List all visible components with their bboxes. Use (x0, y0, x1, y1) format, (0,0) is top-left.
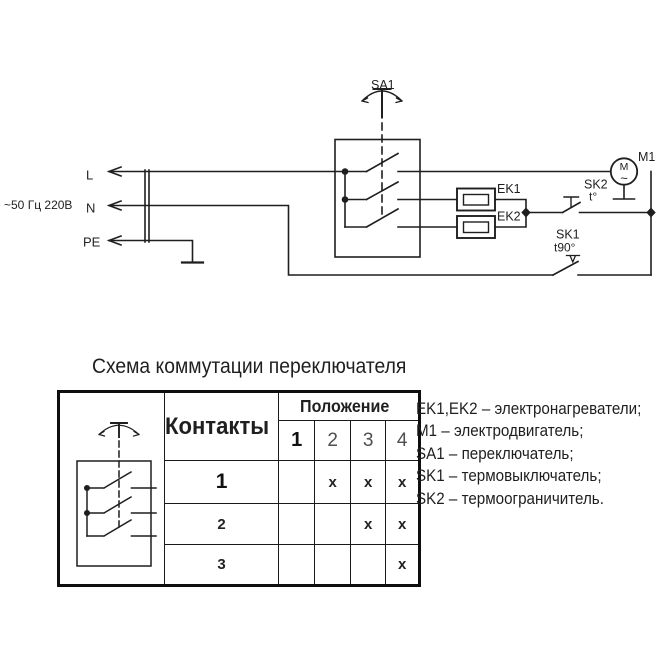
label-n: N (86, 200, 96, 216)
label-ek2: EK2 (497, 209, 521, 224)
label-sk1-temp: t90° (554, 240, 576, 255)
mark-cell (315, 545, 351, 586)
legend-item: SA1 – переключатель; (416, 444, 574, 463)
contact-row-label: 2 (165, 504, 279, 545)
contact-2 (87, 497, 156, 513)
label-sa1: SA1 (371, 78, 395, 92)
legend-item: SK2 – термоограничитель. (416, 489, 604, 508)
junction-dot (343, 169, 348, 174)
section-title: Схема коммутации переключателя (92, 355, 407, 378)
legend-item: M1 – электродвигатель; (416, 422, 584, 441)
position-col-1: 1 (279, 421, 315, 461)
position-col-2: 2 (315, 421, 351, 461)
label-m1: M1 (638, 150, 656, 164)
mark-cell: x (386, 504, 420, 545)
motor-mount (614, 185, 635, 199)
label-l: L (86, 167, 94, 183)
power-label: ~50 Гц 220В (4, 198, 73, 212)
contact-1 (367, 154, 612, 172)
label-pe: PE (83, 234, 101, 250)
mark-cell: x (386, 545, 420, 586)
commutation-table (57, 390, 421, 587)
sk1-thermal-switch (553, 256, 651, 276)
mark-cell: x (351, 504, 386, 545)
mark-cell: x (315, 461, 351, 504)
contact-row-label: 1 (165, 461, 279, 504)
label-ek1: EK1 (497, 182, 521, 196)
label-sk1: SK1 (556, 227, 580, 242)
position-col-4: 4 (386, 421, 420, 461)
mark-cell: x (351, 461, 386, 504)
contact-3 (87, 520, 156, 536)
contact-1 (87, 472, 156, 488)
label-sk2: SK2 (584, 177, 608, 192)
motor-ac-symbol: ~ (620, 170, 628, 186)
switch-symbol-cell (59, 392, 165, 586)
mark-cell (351, 545, 386, 586)
mark-cell (279, 504, 315, 545)
position-header: Положение (279, 392, 420, 421)
sa1-handle (374, 89, 391, 118)
label-sk2-temp: t° (589, 189, 598, 204)
wire-pe (109, 241, 193, 263)
position-col-3: 3 (351, 421, 386, 461)
contact-2 (345, 182, 457, 200)
supply-lines (109, 167, 553, 275)
mark-cell: x (386, 461, 420, 504)
legend (416, 398, 661, 510)
mark-cell (315, 504, 351, 545)
contact-3 (345, 209, 457, 227)
switch-symbol (62, 395, 163, 583)
mark-cell (279, 545, 315, 586)
mark-cell (279, 461, 315, 504)
legend-item: EK1,EK2 – электронагреватели; (416, 400, 642, 418)
junction-diamond (647, 209, 654, 217)
contacts-header: Контакты (165, 392, 279, 461)
contact-row-label: 3 (165, 545, 279, 586)
legend-item: SK1 – термовыключатель; (416, 467, 602, 486)
motor-letter: M (619, 161, 629, 173)
